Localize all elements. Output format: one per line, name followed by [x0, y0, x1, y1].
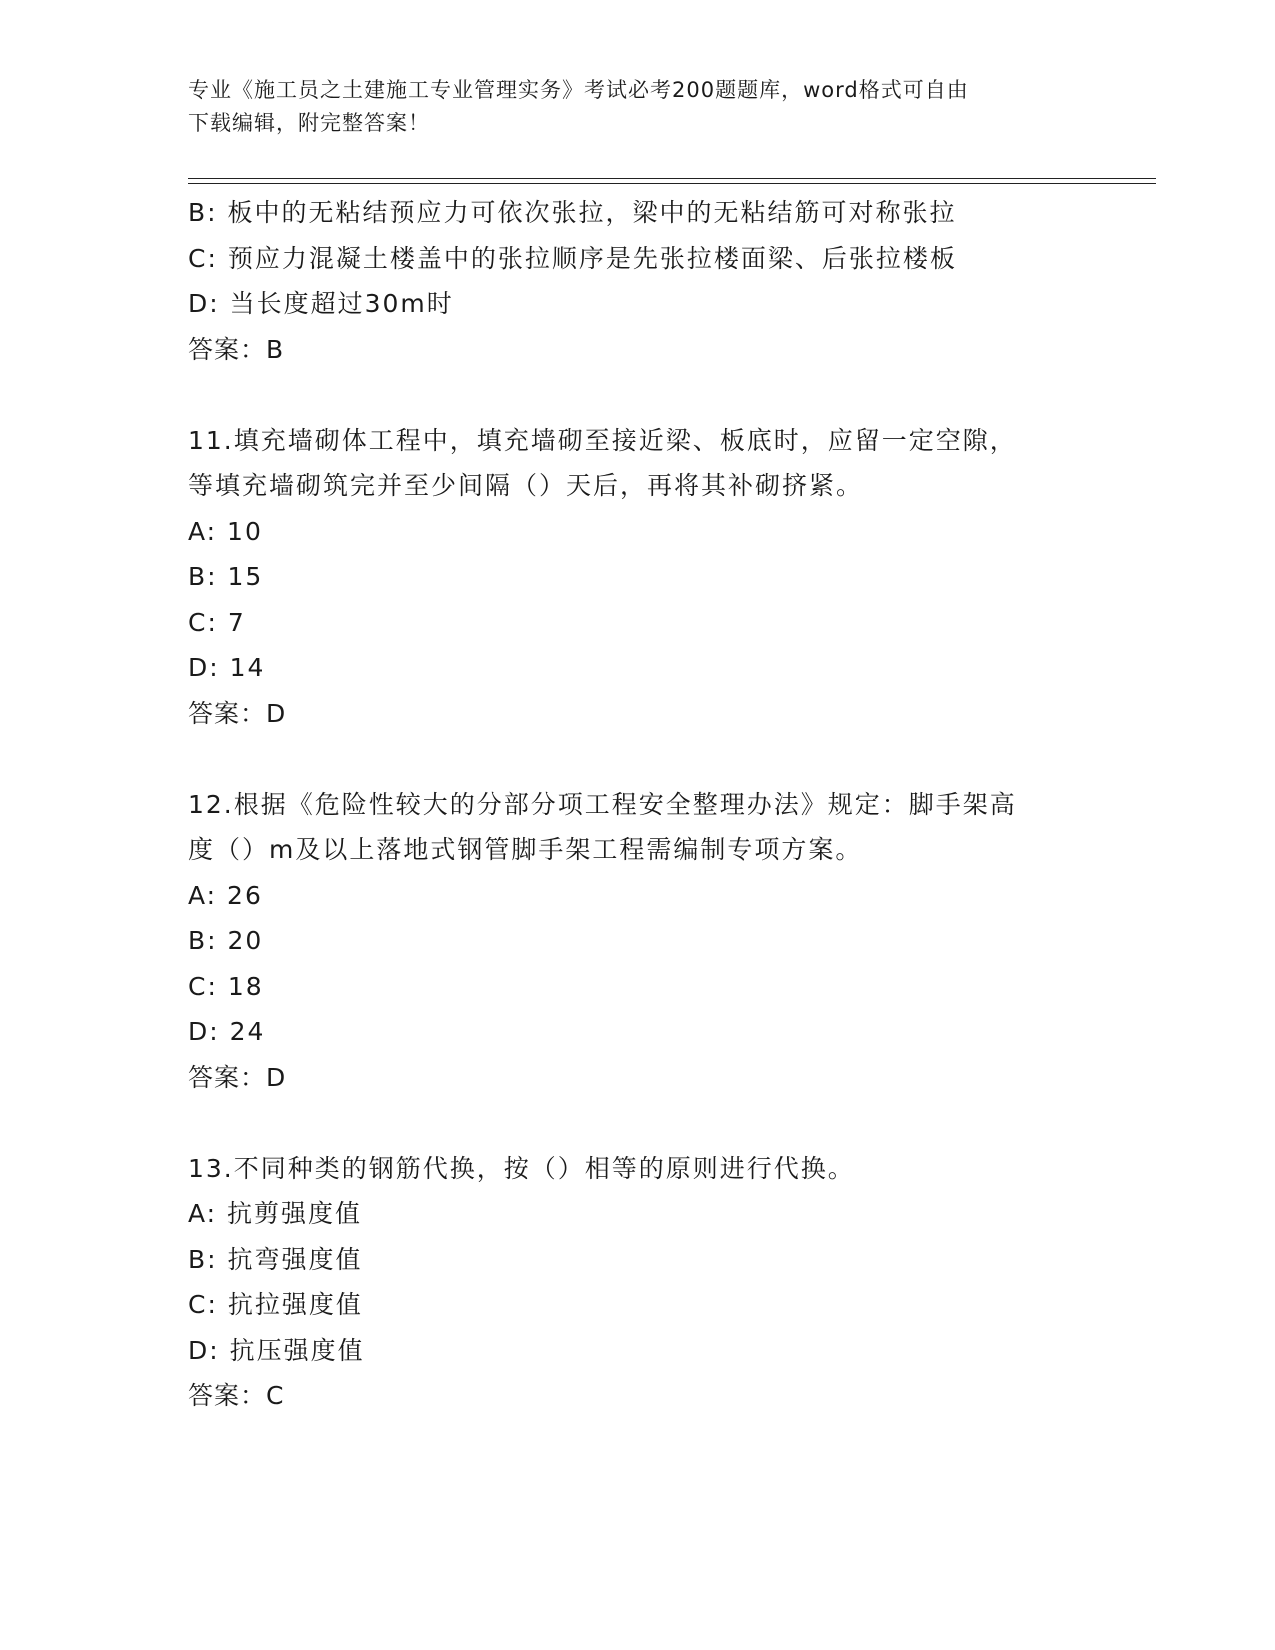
spacer [188, 1100, 1148, 1146]
header-line-2: 下载编辑，附完整答案！ [188, 111, 430, 135]
question-stem-line: 12.根据《危险性较大的分部分项工程安全整理办法》规定：脚手架高 [188, 789, 1017, 819]
option-b: B: 20 [188, 926, 264, 955]
document-header [188, 74, 1088, 140]
question-list [188, 190, 1148, 1419]
option-b: B: 板中的无粘结预应力可依次张拉，梁中的无粘结筋可对称张拉 [188, 198, 957, 227]
spacer [188, 736, 1148, 782]
header-line-1: 专业《施工员之土建施工专业管理实务》考试必考200题题库，word格式可自由 [188, 78, 969, 102]
header-rule-top [188, 178, 1156, 179]
option-d: D: 抗压强度值 [188, 1335, 365, 1365]
option-d: D: 当长度超过30m时 [188, 289, 454, 318]
question-stem-line: 13.不同种类的钢筋代换，按（）相等的原则进行代换。 [188, 1153, 855, 1183]
answer-line: 答案：D [188, 1062, 287, 1092]
spacer [188, 372, 1148, 418]
answer-line: 答案：D [188, 698, 287, 728]
header-rule-bottom [188, 183, 1156, 184]
option-c: C: 预应力混凝土楼盖中的张拉顺序是先张拉楼面梁、后张拉楼板 [188, 243, 957, 273]
option-a: A: 26 [188, 880, 263, 910]
prev-question-tail [188, 190, 1148, 372]
option-a: A: 10 [188, 516, 263, 546]
option-b: B: 15 [188, 562, 264, 591]
option-d: D: 14 [188, 653, 266, 682]
question-11 [188, 418, 1148, 737]
option-b: B: 抗弯强度值 [188, 1244, 363, 1274]
question-13 [188, 1146, 1148, 1419]
question-stem-line: 等填充墙砌筑完并至少间隔（）天后，再将其补砌挤紧。 [188, 471, 864, 500]
option-d: D: 24 [188, 1017, 266, 1046]
answer-line: 答案：C [188, 1381, 285, 1410]
option-c: C: 7 [188, 607, 246, 637]
option-c: C: 18 [188, 971, 264, 1001]
question-12 [188, 782, 1148, 1101]
question-stem-line: 度（）m及以上落地式钢管脚手架工程需编制专项方案。 [188, 835, 863, 864]
option-c: C: 抗拉强度值 [188, 1290, 363, 1319]
answer-line: 答案：B [188, 334, 285, 364]
option-a: A: 抗剪强度值 [188, 1199, 363, 1228]
question-stem-line: 11.填充墙砌体工程中，填充墙砌至接近梁、板底时，应留一定空隙， [188, 425, 1017, 455]
